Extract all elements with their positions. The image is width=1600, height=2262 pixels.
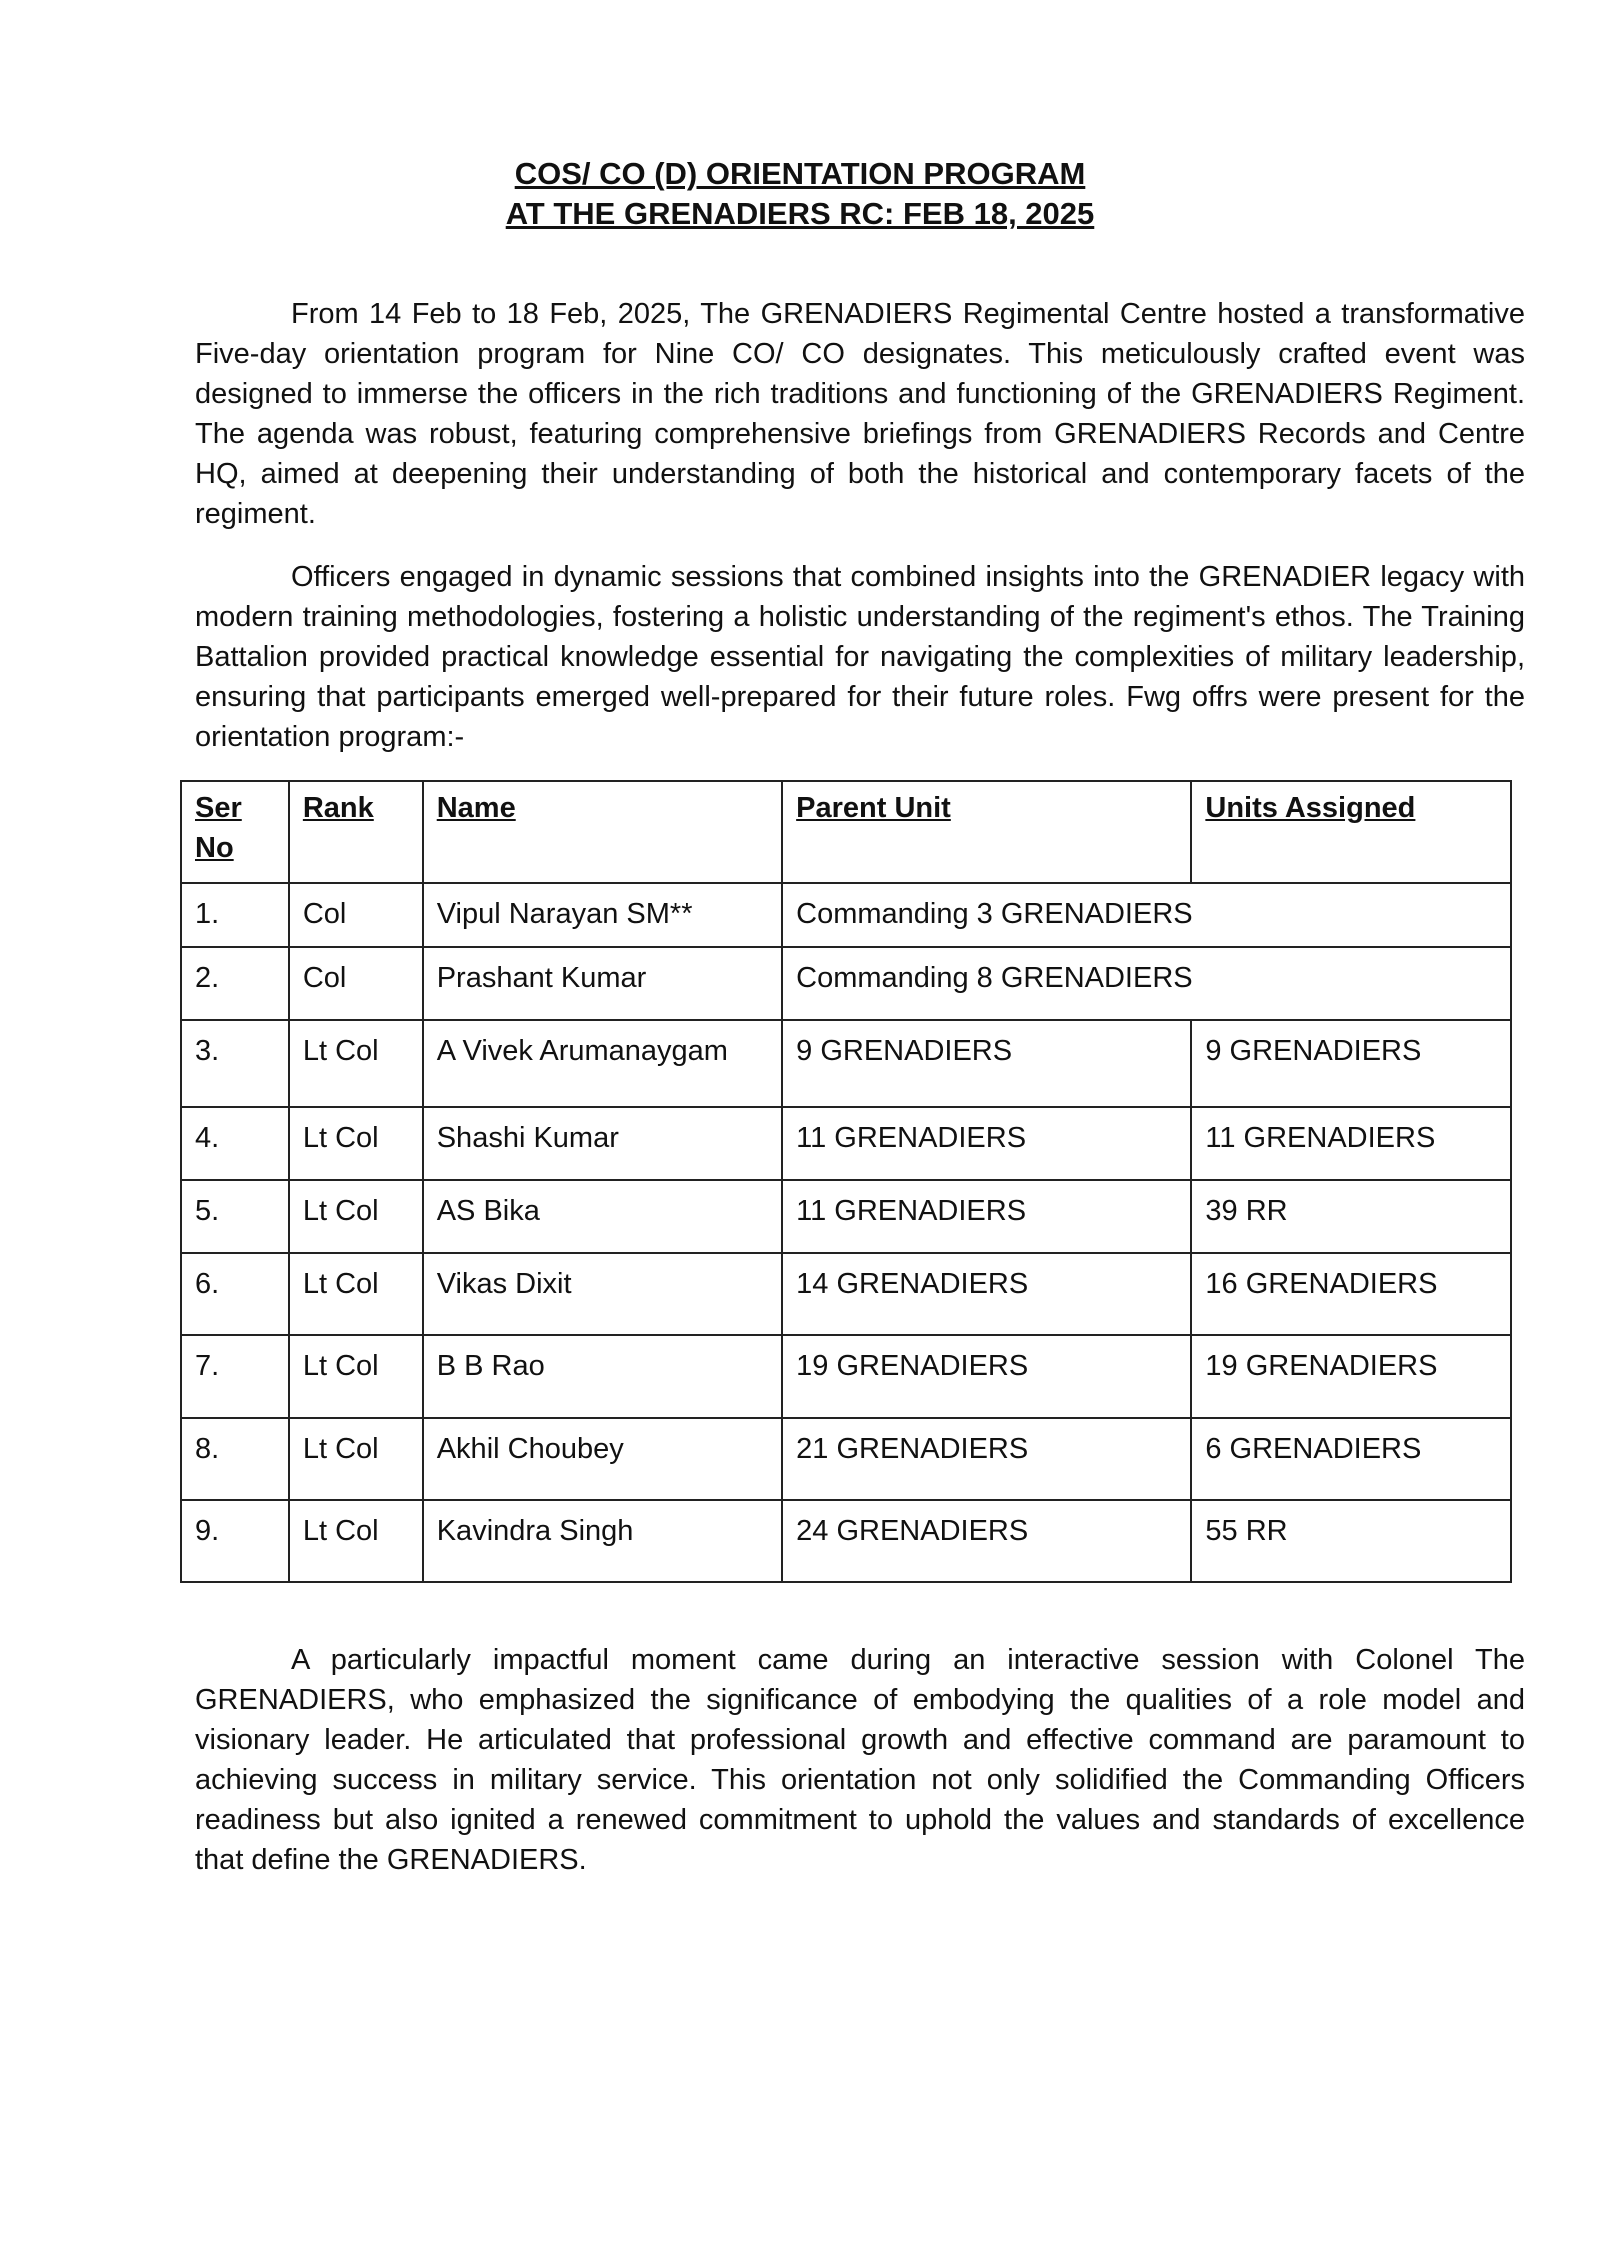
table-row bbox=[181, 1253, 1511, 1335]
cell-ser: 6. bbox=[181, 1253, 289, 1335]
table-row bbox=[181, 1418, 1511, 1500]
cell-ser: 9. bbox=[181, 1500, 289, 1582]
cell-parent-unit: 11 GRENADIERS bbox=[782, 1107, 1191, 1180]
cell-name: A Vivek Arumanaygam bbox=[423, 1020, 782, 1107]
cell-ser: 7. bbox=[181, 1335, 289, 1418]
cell-rank: Col bbox=[289, 883, 423, 947]
cell-rank: Lt Col bbox=[289, 1107, 423, 1180]
cell-ser: 2. bbox=[181, 947, 289, 1020]
cell-rank: Lt Col bbox=[289, 1500, 423, 1582]
document-title-line2: AT THE GRENADIERS RC: FEB 18, 2025 bbox=[505, 196, 1095, 231]
table-row bbox=[181, 1500, 1511, 1582]
document-title-line1: COS/ CO (D) ORIENTATION PROGRAM bbox=[514, 156, 1086, 191]
header-rank: Rank bbox=[289, 781, 423, 883]
header-ser-line1: Ser bbox=[195, 792, 242, 824]
cell-units-assigned: 19 GRENADIERS bbox=[1191, 1335, 1511, 1418]
cell-name: Vikas Dixit bbox=[423, 1253, 782, 1335]
cell-parent-unit: 21 GRENADIERS bbox=[782, 1418, 1191, 1500]
cell-ser: 5. bbox=[181, 1180, 289, 1253]
header-ser-no bbox=[181, 781, 289, 883]
cell-units-assigned: 11 GRENADIERS bbox=[1191, 1107, 1511, 1180]
paragraph-intro: From 14 Feb to 18 Feb, 2025, The GRENADIERS Regimental Centre hosted a transformative Five-day orientation program for Nine CO/ CO designates. This meticulously crafted event was designed to immerse the officers in the rich traditions and functioning of the GRENADIERS Regiment. The agenda was robust, featuring comprehensive briefings from GRENADIERS Records and Centre HQ, aimed at deepening their understanding of both the historical and contemporary facets of the regiment. bbox=[195, 298, 1525, 530]
cell-ser: 3. bbox=[181, 1020, 289, 1107]
cell-parent-unit: 11 GRENADIERS bbox=[782, 1180, 1191, 1253]
cell-units-assigned: 55 RR bbox=[1191, 1500, 1511, 1582]
table-row bbox=[181, 1107, 1511, 1180]
cell-rank: Col bbox=[289, 947, 423, 1020]
cell-rank: Lt Col bbox=[289, 1020, 423, 1107]
table-row bbox=[181, 1335, 1511, 1418]
cell-parent-unit: 14 GRENADIERS bbox=[782, 1253, 1191, 1335]
cell-name: AS Bika bbox=[423, 1180, 782, 1253]
cell-ser: 8. bbox=[181, 1418, 289, 1500]
cell-name: Kavindra Singh bbox=[423, 1500, 782, 1582]
cell-parent-unit: 24 GRENADIERS bbox=[782, 1500, 1191, 1582]
cell-name: B B Rao bbox=[423, 1335, 782, 1418]
header-name: Name bbox=[423, 781, 782, 883]
cell-ser: 1. bbox=[181, 883, 289, 947]
table-row bbox=[181, 1180, 1511, 1253]
cell-units-assigned: 9 GRENADIERS bbox=[1191, 1020, 1511, 1107]
cell-rank: Lt Col bbox=[289, 1180, 423, 1253]
cell-parent-unit: 19 GRENADIERS bbox=[782, 1335, 1191, 1418]
paragraph-sessions: Officers engaged in dynamic sessions that combined insights into the GRENADIER legacy with modern training methodologies, fostering a holistic understanding of the regiment's ethos. The Training Battalion provided practical knowledge essential for navigating the complexities of military leadership, ensuring that participants emerged well-prepared for their future roles. Fwg offrs were present for the orientation program:- bbox=[195, 561, 1525, 753]
cell-parent-unit: Commanding 3 GRENADIERS bbox=[782, 883, 1511, 947]
table-row bbox=[181, 947, 1511, 1020]
cell-units-assigned: 39 RR bbox=[1191, 1180, 1511, 1253]
table-header-row bbox=[181, 781, 1511, 883]
cell-rank: Lt Col bbox=[289, 1253, 423, 1335]
cell-rank: Lt Col bbox=[289, 1418, 423, 1500]
cell-units-assigned: 6 GRENADIERS bbox=[1191, 1418, 1511, 1500]
cell-parent-unit: 9 GRENADIERS bbox=[782, 1020, 1191, 1107]
header-ser-line2: No bbox=[195, 832, 234, 864]
header-parent-unit: Parent Unit bbox=[782, 781, 1191, 883]
officers-table bbox=[180, 780, 1512, 1583]
cell-name: Shashi Kumar bbox=[423, 1107, 782, 1180]
table-row bbox=[181, 883, 1511, 947]
cell-name: Akhil Choubey bbox=[423, 1418, 782, 1500]
table-row bbox=[181, 1020, 1511, 1107]
cell-rank: Lt Col bbox=[289, 1335, 423, 1418]
cell-parent-unit: Commanding 8 GRENADIERS bbox=[782, 947, 1511, 1020]
cell-units-assigned: 16 GRENADIERS bbox=[1191, 1253, 1511, 1335]
cell-name: Vipul Narayan SM** bbox=[423, 883, 782, 947]
cell-ser: 4. bbox=[181, 1107, 289, 1180]
cell-name: Prashant Kumar bbox=[423, 947, 782, 1020]
paragraph-conclusion: A particularly impactful moment came during an interactive session with Colonel The GRENADIERS, who emphasized the significance of embodying the qualities of a role model and visionary leader. He articulated that professional growth and effective command are paramount to achieving success in military service. This orientation not only solidified the Commanding Officers readiness but also ignited a renewed commitment to uphold the values and standards of excellence that define the GRENADIERS. bbox=[195, 1644, 1525, 1876]
header-units-assigned: Units Assigned bbox=[1191, 781, 1511, 883]
